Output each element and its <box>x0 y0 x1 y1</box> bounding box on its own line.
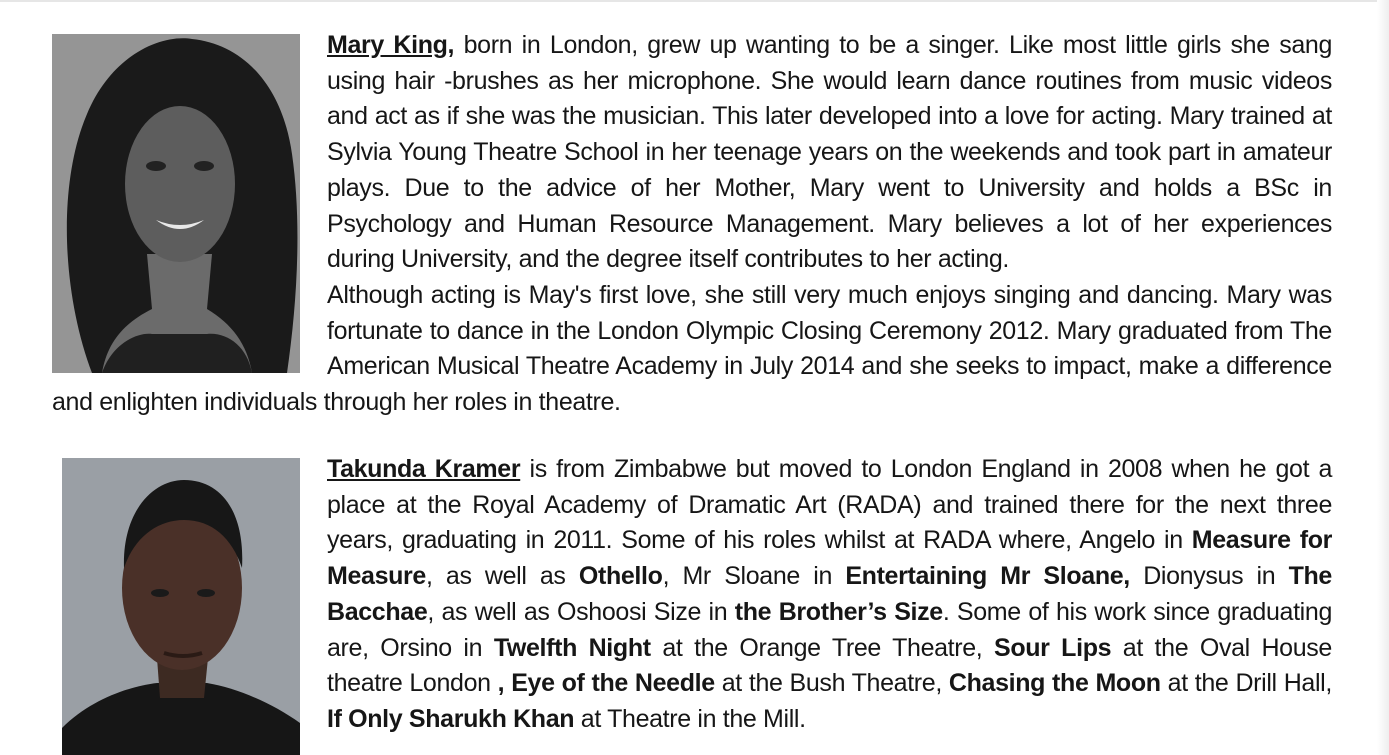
bio-text: , as well as <box>426 562 579 591</box>
play-title: Entertaining Mr Sloane, <box>845 562 1130 591</box>
play-title: , Eye of the Needle <box>497 669 715 698</box>
takunda-kramer-name: Takunda Kramer <box>327 455 521 483</box>
page-right-edge <box>1377 0 1389 755</box>
play-title: If Only Sharukh Khan <box>327 704 575 733</box>
bio-text: , as well as Oshoosi Size in <box>427 597 735 626</box>
bio-text: is from Zimbabwe but moved to London England in 2008 when he got a place at the Royal Academy of Dramatic Art (RADA) and trained there for the next three years, graduating in 2011. Some of his roles whilst at RADA where, Angelo in <box>327 455 1332 555</box>
bio-takunda-kramer <box>52 452 1332 755</box>
play-title: Measure for Measure <box>327 526 1332 591</box>
bio-text: at the Bush Theatre, <box>714 669 949 698</box>
takunda-kramer-portrait-photo <box>62 458 300 755</box>
bio-text: . Some of his work since graduating are, Orsino in <box>327 597 1332 662</box>
bio-text: , Mr Sloane in <box>662 562 846 591</box>
mary-king-bio-paragraph-2: Although acting is May's first love, she still very much enjoys singing and dancing. Mary was fortunate to dance in the London Olympic Closing Ceremony 2012. Mary graduated from The American Musical Theatre Academy in July 2014 and she seeks to impact, make a difference and enlighten individuals through her roles in theatre. <box>52 280 1332 417</box>
play-title: The Bacchae <box>327 562 1332 626</box>
portrait-photo-icon <box>62 458 300 755</box>
portrait-photo-icon <box>52 34 300 373</box>
mary-king-bio-text: born in London, grew up wanting to be a singer. Like most little girls she sang using hair -brushes as her microphone. She would learn dance routines from music videos and act as if she was the musician. This later developed into a love for acting. Mary trained at Sylvia Young Theatre School in her teenage years on the weekends and took part in amateur plays. Due to the advice of her Mother, Mary went to University and holds a BSc in Psychology and Human Resource Management. Mary believes a lot of her experiences during University, and the degree itself contributes to her acting. <box>327 31 1333 274</box>
play-title: Sour Lips <box>994 633 1112 662</box>
play-title: the Brother’s Size <box>734 597 943 626</box>
bio-text: at the Drill Hall, <box>1160 669 1332 698</box>
play-title: Twelfth Night <box>493 633 651 662</box>
mary-king-portrait-photo <box>52 34 300 373</box>
play-title: Othello <box>578 562 663 591</box>
bio-mary-king <box>52 28 1332 421</box>
play-title: Chasing the Moon <box>948 669 1161 698</box>
bio-text: at the Orange Tree Theatre, <box>650 633 995 662</box>
page-top-edge <box>0 0 1389 2</box>
bio-text: at Theatre in the Mill. <box>574 704 806 733</box>
bio-text: at the Oval House theatre London <box>327 633 1332 698</box>
mary-king-name: Mary King, <box>327 31 455 59</box>
bio-text: Dionysus in <box>1129 562 1289 591</box>
